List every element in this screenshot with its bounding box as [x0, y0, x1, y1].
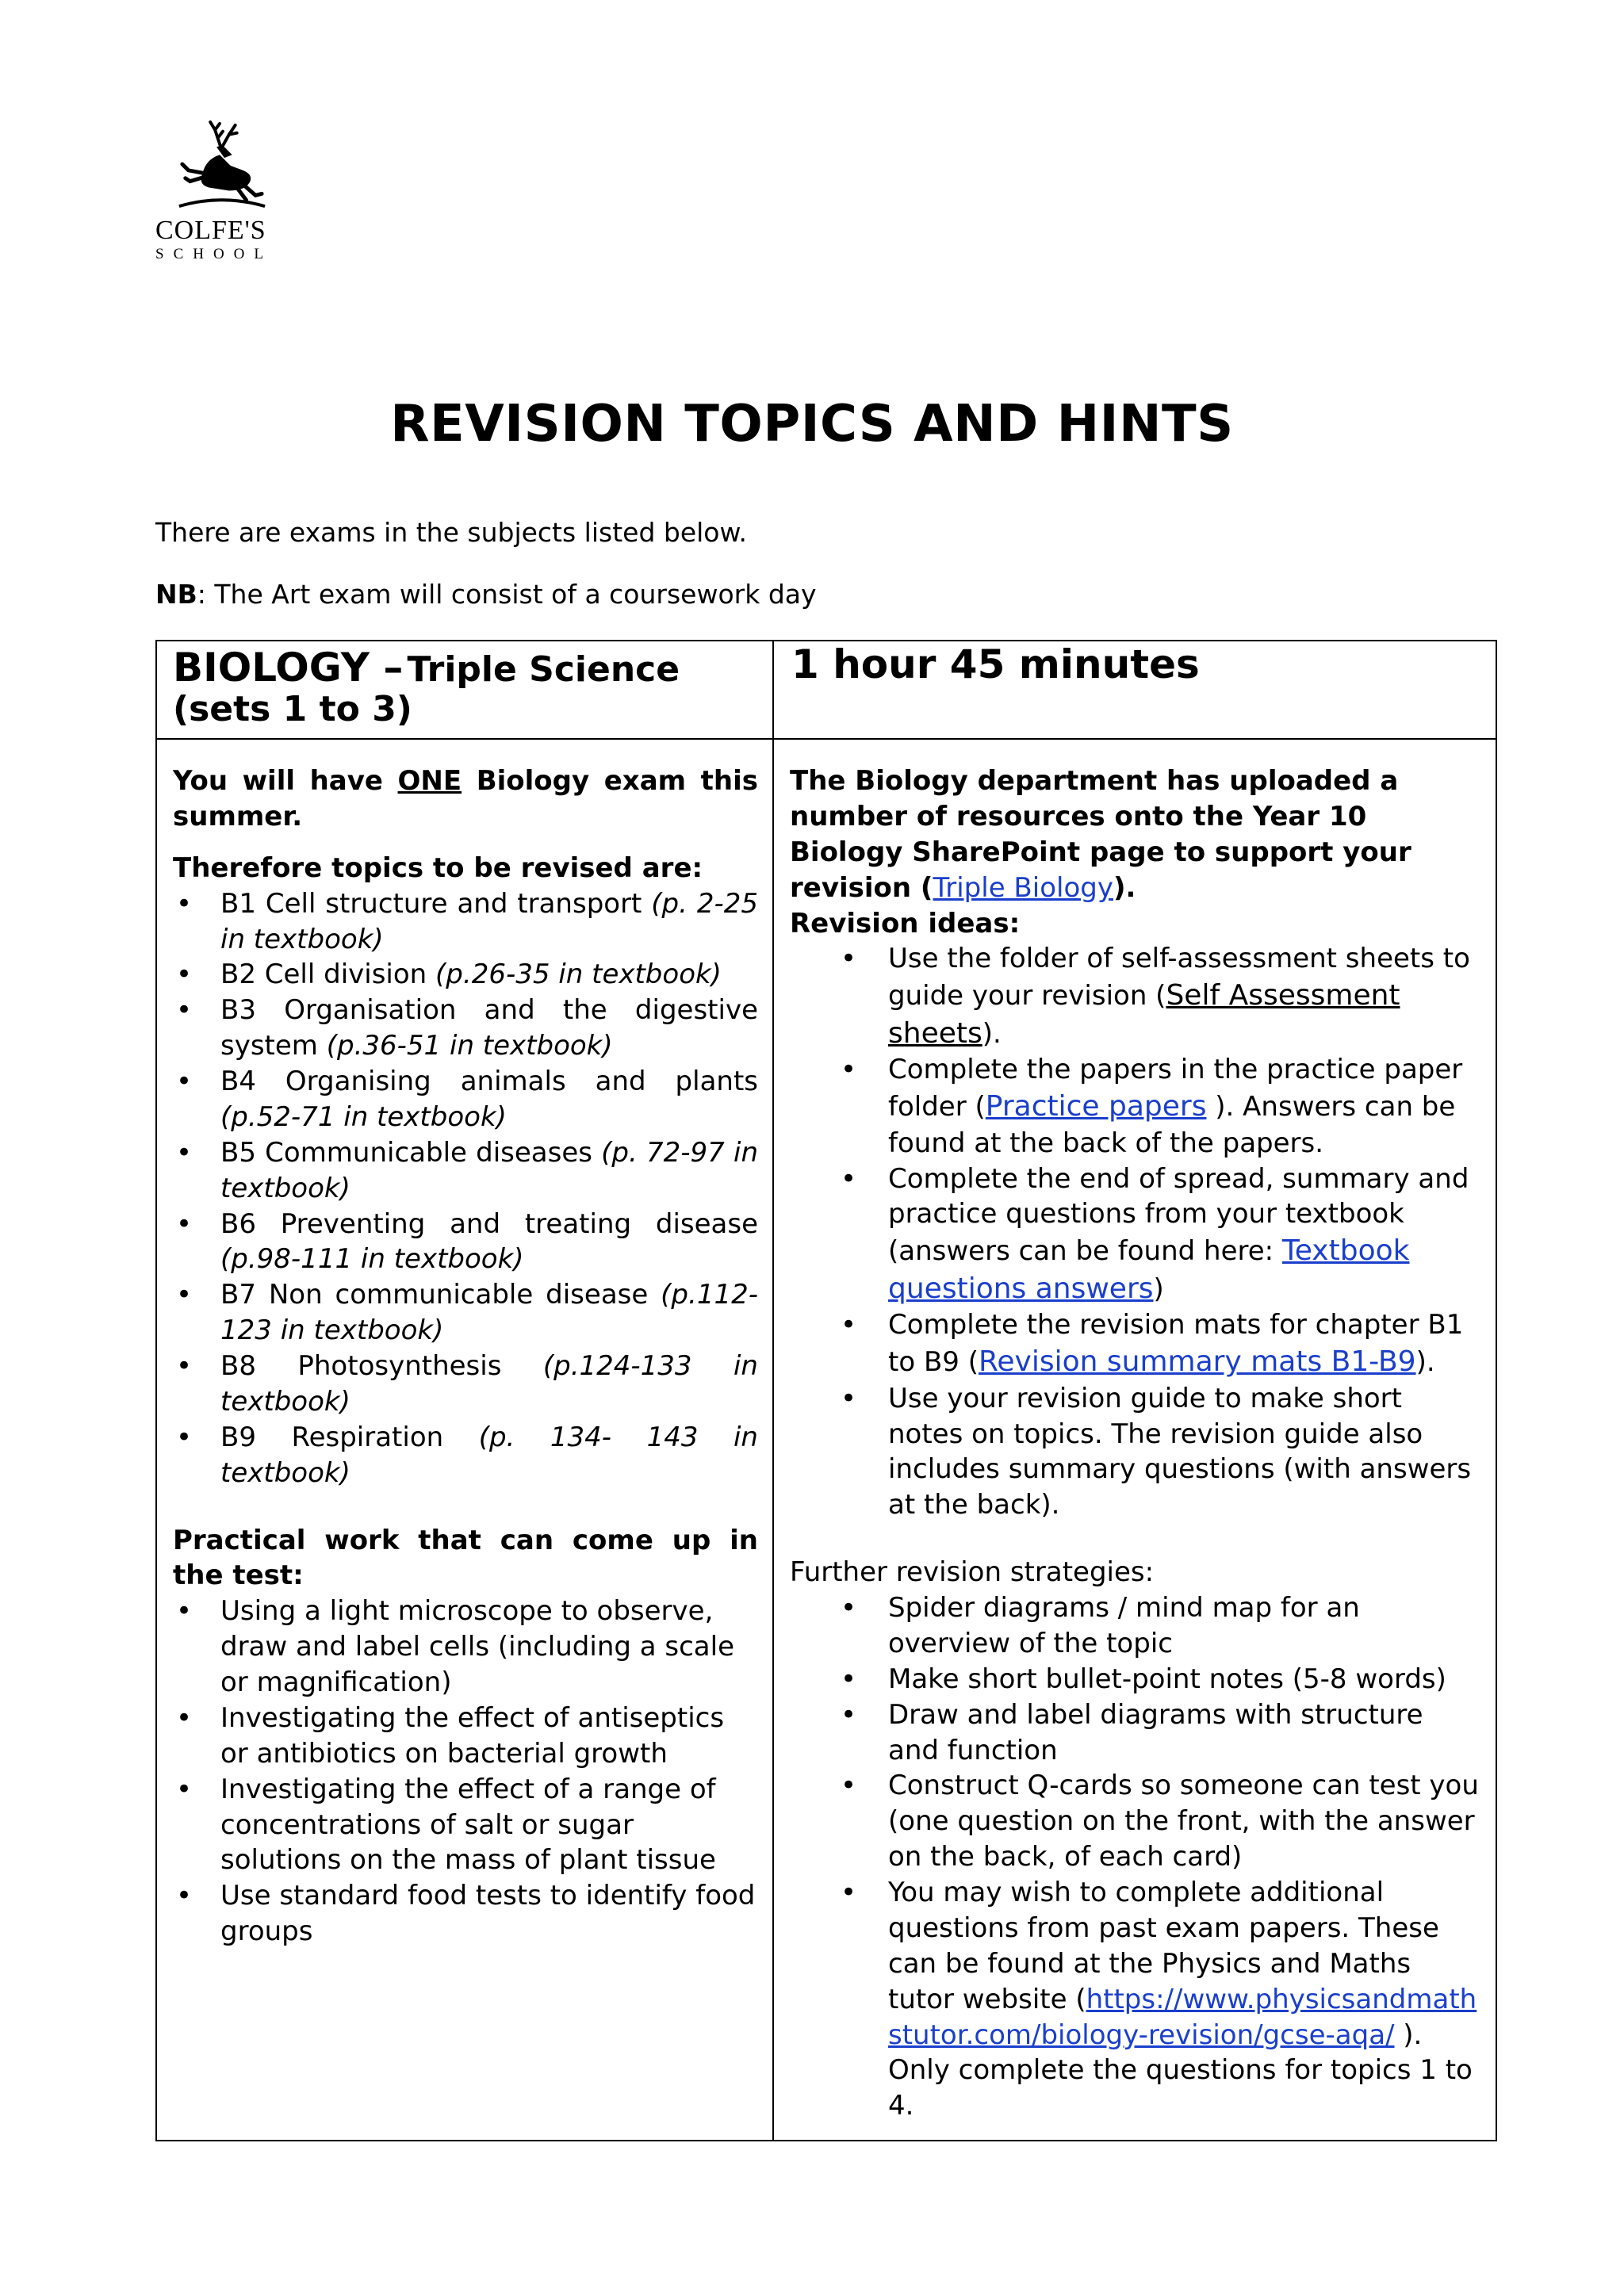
logo-school-subtitle: SCHOOL [155, 246, 274, 262]
list-item: • Investigating the effect of antiseptics or antibiotics on bacterial growth [173, 1701, 758, 1772]
list-item: • Draw and label diagrams with structure and function [790, 1697, 1481, 1769]
nb-text: : The Art exam will consist of a coursework day [197, 579, 817, 610]
dept-text-post: ). [1113, 871, 1136, 904]
self-assessment-link[interactable]: Self Assessment sheets [888, 979, 1400, 1050]
list-item: • Use your revision guide to make short notes on topics. The revision guide also includes summary questions (with answers at the back). [790, 1381, 1481, 1524]
physics-maths-tutor-link[interactable]: https://www.physicsandmathstutor.com/biology-revision/gcse-aqa/ [888, 1983, 1477, 2051]
intro-text: There are exams in the subjects listed below. [155, 517, 747, 548]
nb-note [155, 579, 817, 610]
idea-text: Complete the papers in the practice paper folder ( [888, 1054, 1463, 1123]
past-papers-text-post: ). Only complete the questions for topics 1 to 4. [888, 2019, 1473, 2122]
idea-text: Complete the end of spread, summary and practice questions from your textbook (answers can be found here: [888, 1162, 1469, 1268]
subject-sets: (sets 1 to 3) [173, 689, 412, 729]
exam-count-text [173, 763, 758, 835]
revision-ideas-cell [773, 739, 1496, 2141]
further-strategies-heading: Further revision strategies: [790, 1556, 1155, 1589]
table-body-row [156, 739, 1496, 2141]
dept-text-pre: The Biology department has uploaded a number of resources onto the Year 10 Biology SharePoint page to support your revision ( [790, 765, 1411, 904]
revision-ideas-heading: Revision ideas: [790, 907, 1021, 939]
department-resources-text [790, 763, 1481, 906]
practicals-list [173, 1594, 758, 1950]
textbook-answers-link[interactable]: Textbook questions answers [888, 1234, 1410, 1305]
topic-page-ref: (p. 134- 143 in textbook) [220, 1421, 758, 1489]
topic-page-ref: (p.98-111 in textbook) [220, 1243, 524, 1276]
list-item [173, 957, 758, 993]
list-item [790, 1161, 1481, 1308]
list-item: • Using a light microscope to observe, draw and label cells (including a scale or magnification) [173, 1594, 758, 1701]
subject-header-cell [156, 641, 773, 739]
list-item [173, 1349, 758, 1420]
further-strategies-list [790, 1590, 1481, 2124]
topic-page-ref: (p. 72-97 in textbook) [220, 1136, 758, 1204]
exam-duration: 1 hour 45 minutes [791, 641, 1200, 687]
list-item [173, 993, 758, 1064]
revision-ideas-list [790, 941, 1481, 1523]
list-item [173, 1277, 758, 1349]
topic-page-ref: (p. 2-25 in textbook) [220, 887, 758, 955]
duration-header-cell [773, 641, 1496, 739]
idea-text: ) [1153, 1272, 1164, 1305]
topic-text: B1 Cell structure and transport [220, 887, 652, 920]
table-header-row [156, 641, 1496, 739]
topic-text: B2 Cell division [220, 959, 436, 991]
list-item: • Make short bullet-point notes (5-8 words) [790, 1662, 1481, 1697]
topics-list [173, 886, 758, 1491]
list-item [790, 941, 1481, 1052]
topic-text: B9 Respiration [220, 1421, 479, 1453]
idea-text: ). Answers can be found at the back of the papers. [888, 1091, 1456, 1159]
topic-text: B3 Organisation and the digestive system [220, 994, 758, 1062]
list-item: • Construct Q-cards so someone can test you (one question on the front, with the answer on the back, of each card) [790, 1768, 1481, 1875]
stag-icon [174, 119, 268, 212]
list-item: • Spider diagrams / mind map for an overview of the topic [790, 1590, 1481, 1662]
topic-page-ref: (p.52-71 in textbook) [220, 1100, 507, 1133]
revision-mats-link[interactable]: Revision summary mats B1-B9 [978, 1345, 1416, 1379]
list-item [790, 1875, 1481, 2124]
exam-count-one: ONE [397, 765, 462, 797]
exam-count-post: Biology exam this summer. [173, 765, 758, 832]
topics-cell [156, 739, 773, 2141]
topic-text: B6 Preventing and treating disease [220, 1207, 758, 1240]
practice-papers-link[interactable]: Practice papers [985, 1090, 1207, 1123]
idea-text: Complete the revision mats for chapter B1 to B9 ( [888, 1309, 1464, 1379]
topic-page-ref: (p.36-51 in textbook) [326, 1030, 613, 1062]
topics-heading: Therefore topics to be revised are: [173, 851, 703, 884]
list-item: • Investigating the effect of a range of concentrations of salt or sugar solutions on the mass of plant tissue [173, 1772, 758, 1879]
list-item [173, 886, 758, 958]
list-item [790, 1052, 1481, 1161]
topic-page-ref: (p.26-35 in textbook) [435, 959, 722, 991]
list-item: • Use standard food tests to identify food groups [173, 1878, 758, 1950]
list-item [790, 1307, 1481, 1380]
triple-biology-link[interactable]: Triple Biology [933, 871, 1113, 904]
subject-suffix: Triple Science [407, 649, 680, 690]
topic-page-ref: (p.112-123 in textbook) [220, 1279, 758, 1347]
topic-text: B4 Organising animals and plants [220, 1066, 758, 1097]
topic-text: B5 Communicable diseases [220, 1136, 602, 1169]
page-title: REVISION TOPICS AND HINTS [390, 395, 1234, 453]
practical-heading: Practical work that can come up in the test: [173, 1524, 758, 1592]
subject-name: BIOLOGY – [173, 645, 404, 691]
topic-text: B8 Photosynthesis [220, 1350, 543, 1382]
list-item [173, 1207, 758, 1278]
idea-text: Use the folder of self-assessment sheets to guide your revision ( [888, 943, 1470, 1012]
topic-page-ref: (p.124-133 in textbook) [220, 1350, 758, 1418]
school-logo [155, 119, 298, 263]
logo-school-name: COLFE'S [155, 216, 266, 245]
topic-text: B7 Non communicable disease [220, 1279, 661, 1311]
list-item [173, 1135, 758, 1207]
idea-text: ). [982, 1017, 1002, 1050]
list-item [173, 1420, 758, 1491]
nb-label: NB [155, 579, 197, 610]
past-papers-text: You may wish to complete additional questions from past exam papers. These can be found at the Physics and Maths tutor website ( [888, 1877, 1439, 2015]
idea-text: ). [1415, 1346, 1435, 1379]
revision-table [155, 640, 1497, 2141]
exam-count-pre: You will have [173, 765, 398, 797]
list-item [173, 1064, 758, 1135]
